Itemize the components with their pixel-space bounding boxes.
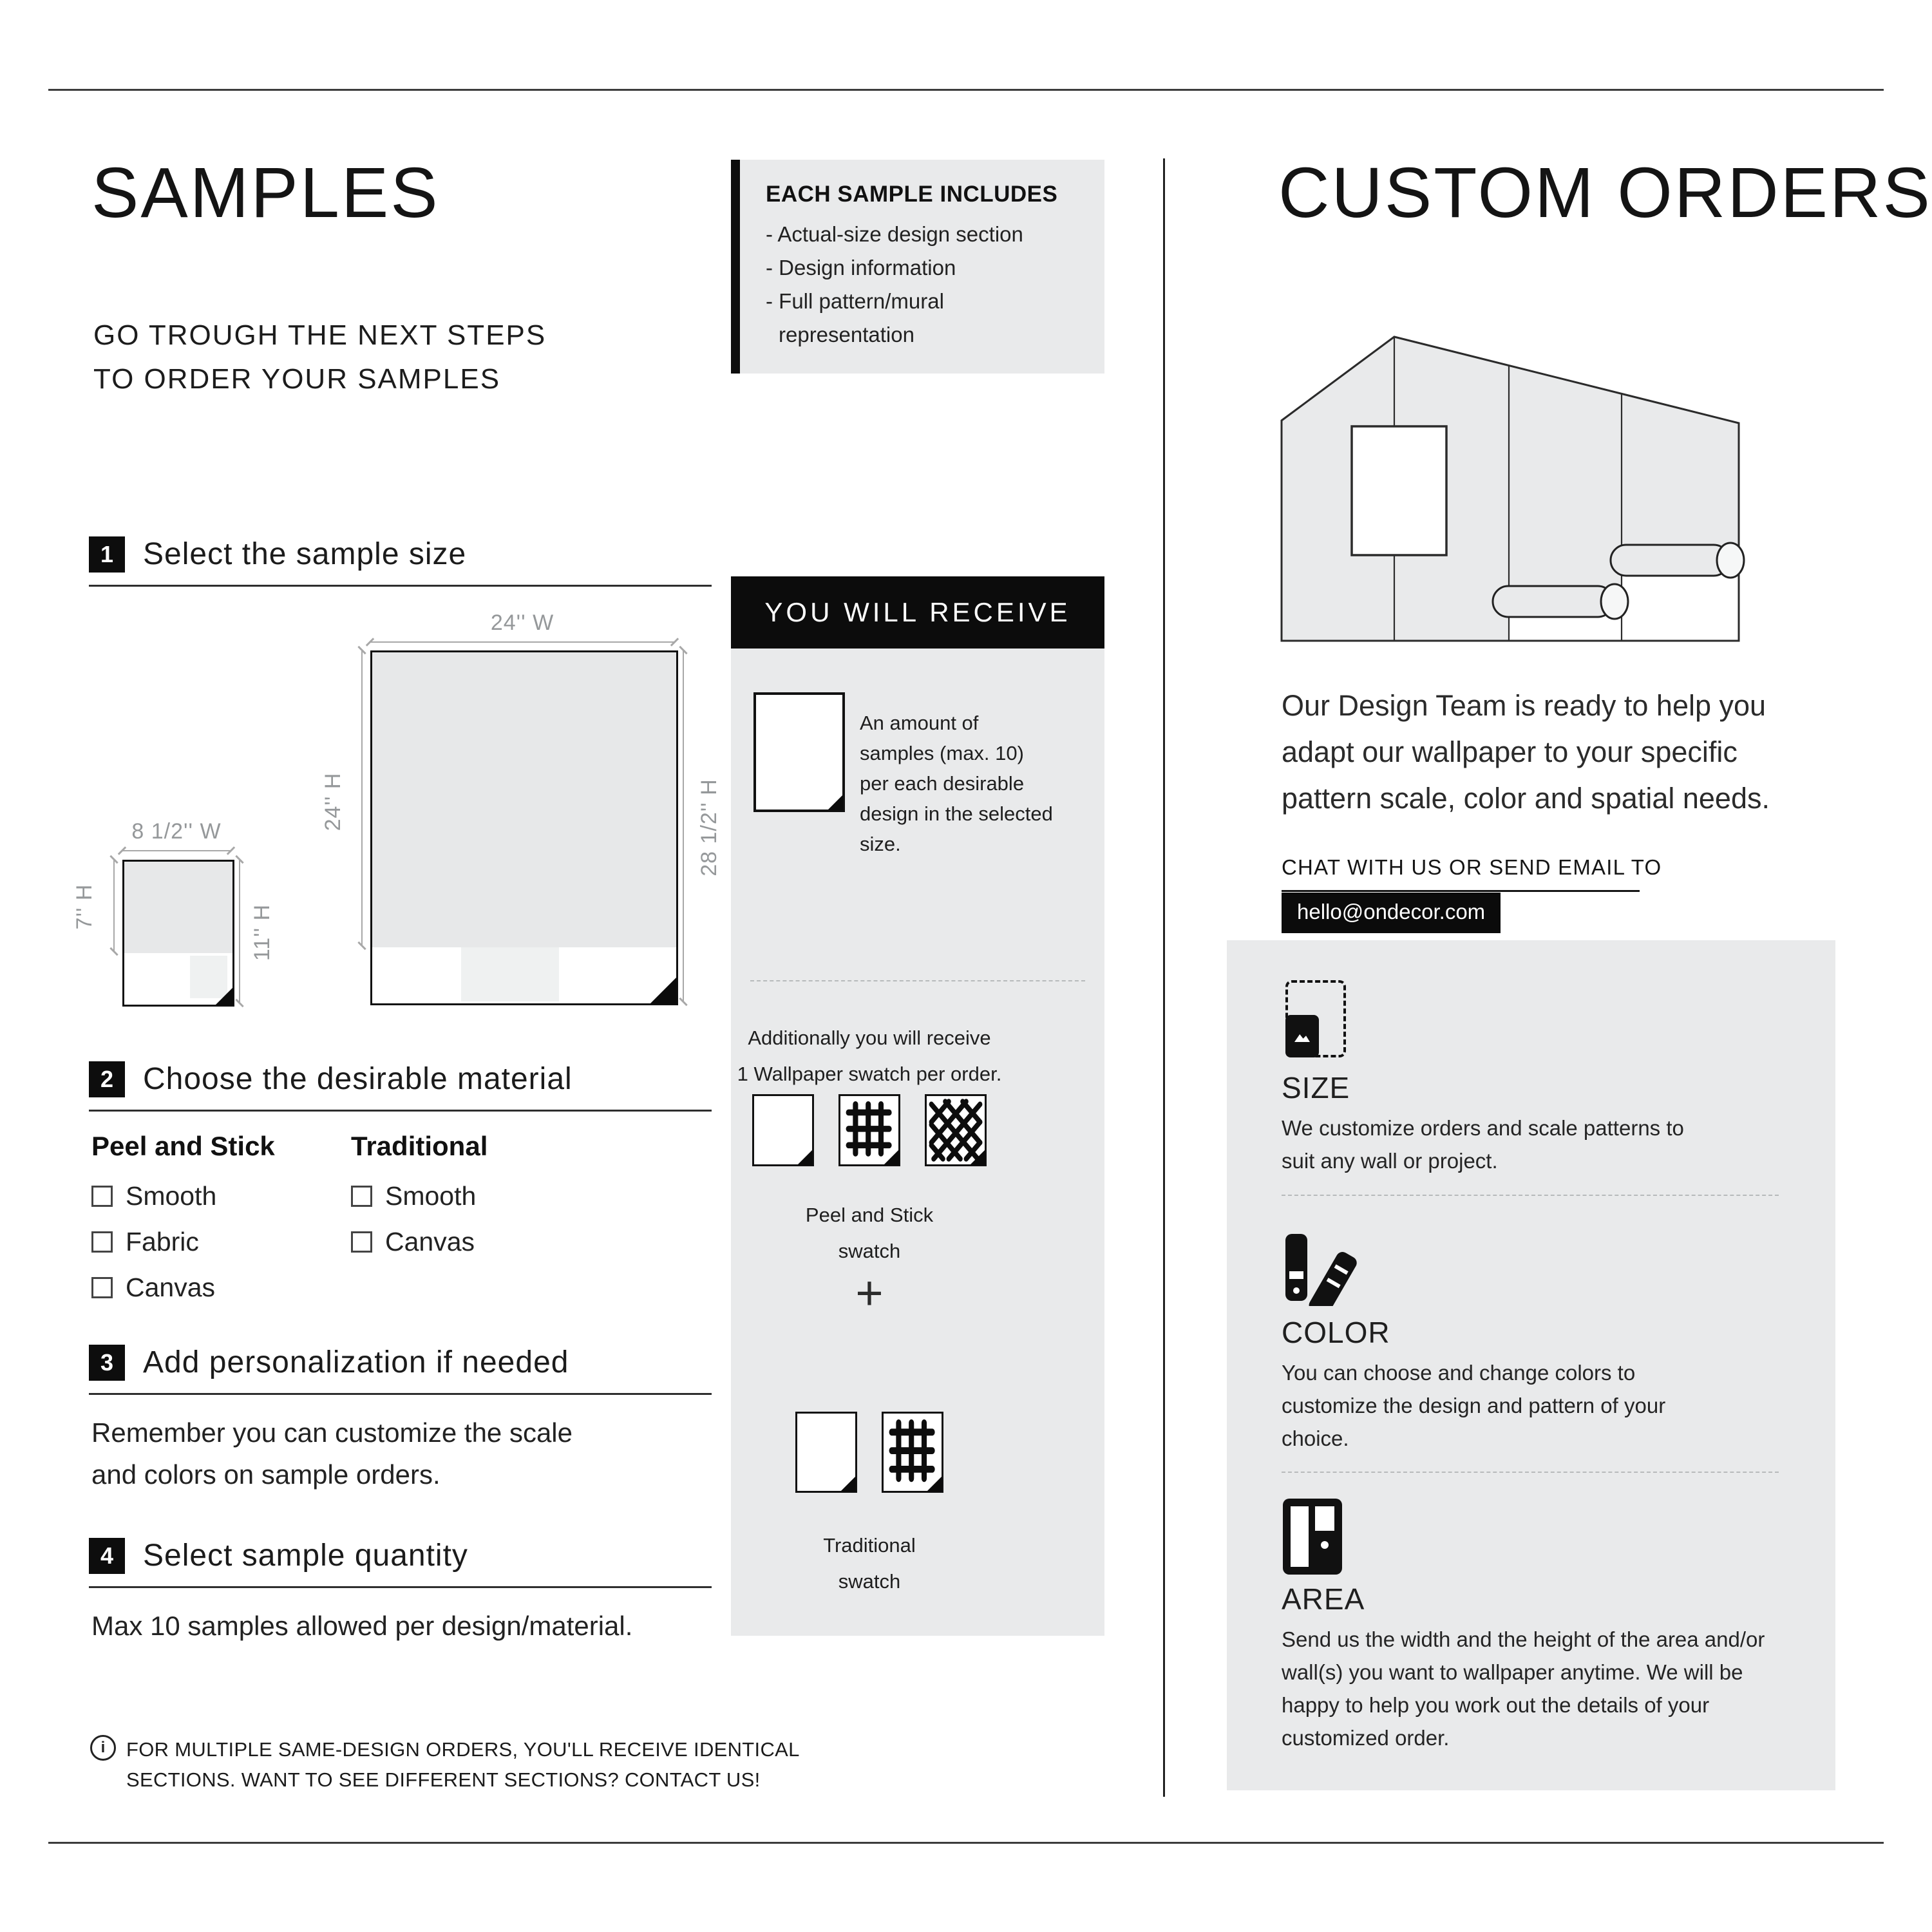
large-sample-left-dimline: [361, 650, 363, 945]
sample-sheet-icon: [753, 692, 845, 812]
small-sample-section-block: [190, 956, 227, 998]
custom-orders-title: CUSTOM ORDERS: [1278, 153, 1932, 232]
swatch-crosshatch-icon: [925, 1094, 987, 1166]
step-4-note: Max 10 samples allowed per design/material.: [91, 1611, 633, 1641]
color-swatches-icon: [1282, 1229, 1359, 1306]
subtitle-line1: GO TROUGH THE NEXT STEPS: [93, 319, 547, 351]
feature-area-heading: AREA: [1282, 1582, 1365, 1616]
large-sample-width-dimline: [370, 641, 674, 643]
includes-item: - Actual-size design section: [766, 222, 1023, 246]
samples-subtitle: [93, 314, 546, 401]
step-3-underline: [89, 1393, 712, 1395]
large-sample-left-height-label: 24'' H: [321, 772, 345, 831]
checkbox-icon[interactable]: [351, 1186, 372, 1207]
large-sample-pattern-area: [372, 652, 676, 947]
footer-note-line2: SECTIONS. WANT TO SEE DIFFERENT SECTIONS? CONTACT US!: [126, 1768, 761, 1791]
small-sample-left-height-label: 7'' H: [72, 884, 97, 930]
contact-label: CHAT WITH US OR SEND EMAIL TO: [1282, 855, 1662, 879]
additional-line2: 1 Wallpaper swatch per order.: [737, 1062, 1002, 1085]
panel-dashed-separator: [750, 980, 1085, 981]
includes-item: - Full pattern/mural: [766, 289, 944, 314]
material-label: Smooth: [126, 1181, 217, 1211]
large-sample-width-label: 24'' W: [490, 611, 554, 635]
materials-traditional-column: [351, 1131, 488, 1273]
small-sample-left-dimline: [113, 860, 115, 951]
large-sample-right-height-label: 28 1/2'' H: [697, 779, 721, 876]
material-label: Fabric: [126, 1227, 199, 1256]
you-will-receive-banner: YOU WILL RECEIVE: [731, 576, 1104, 649]
peel-swatch-row: [731, 1094, 1008, 1166]
includes-item: - Design information: [766, 256, 956, 280]
window: [1352, 426, 1446, 555]
step-3-note: Remember you can customize the scale and colors on sample orders.: [91, 1417, 573, 1490]
traditional-swatch-row: [731, 1412, 1008, 1493]
step-4-badge: 4: [89, 1538, 125, 1574]
checkbox-icon[interactable]: [91, 1231, 113, 1253]
small-sample-width-label: 8 1/2'' W: [131, 819, 222, 844]
crop-image-icon: [1285, 980, 1346, 1057]
material-option-peel-canvas[interactable]: [91, 1273, 275, 1303]
step-1-underline: [89, 585, 712, 587]
samples-title: SAMPLES: [91, 153, 440, 232]
peel-and-stick-title: Peel and Stick: [91, 1131, 275, 1161]
subtitle-line2: TO ORDER YOUR SAMPLES: [93, 363, 501, 395]
email-chip[interactable]: hello@ondecor.com: [1282, 893, 1501, 933]
features-dashed-separator: [1282, 1195, 1779, 1196]
swatch-blank-icon: [752, 1094, 814, 1166]
step-3-label: Add personalization if needed: [143, 1345, 569, 1379]
traditional-title: Traditional: [351, 1131, 488, 1161]
column-divider: [1163, 158, 1165, 1797]
peel-swatch-label: Peel and Stick swatch: [805, 1204, 934, 1262]
materials-peel-column: [91, 1131, 275, 1318]
material-label: Canvas: [126, 1273, 216, 1302]
step-2-label: Choose the desirable material: [143, 1062, 573, 1096]
small-sample-right-dimline: [239, 860, 240, 1003]
step-3-badge: 3: [89, 1345, 125, 1381]
footer-note-line1: FOR MULTIPLE SAME-DESIGN ORDERS, YOU'LL RECEIVE IDENTICAL: [126, 1738, 800, 1761]
feature-size-heading: SIZE: [1282, 1071, 1350, 1104]
additional-swatch-text: [731, 1020, 1008, 1092]
small-sample-diagram: [122, 860, 234, 1007]
step-1-badge: 1: [89, 536, 125, 573]
material-label: Canvas: [385, 1227, 475, 1256]
material-label: Smooth: [385, 1181, 477, 1211]
feature-size-text: We customize orders and scale patterns to suit any wall or project.: [1282, 1116, 1684, 1173]
swatch-grid-icon: [838, 1094, 900, 1166]
swatch-grid-icon: [882, 1412, 943, 1493]
wallpaper-roll-upper: [1611, 543, 1744, 578]
large-sample-section-block: [461, 947, 559, 1001]
you-will-receive-panel: [731, 649, 1104, 1636]
swatch-blank-icon: [795, 1412, 857, 1493]
feature-color-heading: COLOR: [1282, 1316, 1390, 1349]
checkbox-icon[interactable]: [351, 1231, 372, 1253]
features-dashed-separator: [1282, 1472, 1779, 1473]
large-sample-right-dimline: [683, 650, 684, 1001]
house-wallpaper-illustration: [1278, 332, 1768, 654]
traditional-swatch-label: Traditional swatch: [823, 1534, 916, 1593]
wallpaper-roll-lower: [1493, 584, 1628, 619]
large-sample-diagram: [370, 650, 678, 1005]
each-sample-includes-box: [731, 160, 1104, 374]
material-option-peel-fabric[interactable]: [91, 1227, 275, 1257]
feature-area-text: Send us the width and the height of the area and/or wall(s) you want to wallpaper anytime. We will be happy to help you work out the details of your customized order.: [1282, 1627, 1765, 1750]
contact-underline: [1282, 890, 1640, 892]
info-icon: i: [90, 1735, 116, 1761]
material-option-traditional-canvas[interactable]: [351, 1227, 488, 1257]
material-option-traditional-smooth[interactable]: [351, 1181, 488, 1211]
step-2-underline: [89, 1110, 712, 1112]
top-rule: [48, 89, 1884, 91]
step-1-label: Select the sample size: [143, 537, 467, 571]
custom-orders-intro: Our Design Team is ready to help you adapt our wallpaper to your specific pattern scale, color and spatial needs.: [1282, 689, 1770, 815]
step-4-label: Select sample quantity: [143, 1539, 468, 1573]
small-sample-right-height-label: 11'' H: [250, 904, 274, 961]
includes-item-continuation: representation: [779, 323, 914, 347]
small-sample-width-dimline: [122, 850, 231, 851]
footer-note: [126, 1735, 800, 1795]
feature-color-text: You can choose and change colors to customize the design and pattern of your choice.: [1282, 1361, 1666, 1451]
includes-title: EACH SAMPLE INCLUDES: [766, 182, 1058, 207]
checkbox-icon[interactable]: [91, 1277, 113, 1298]
small-sample-pattern-area: [124, 862, 232, 953]
additional-line1: Additionally you will receive: [748, 1027, 991, 1049]
door-icon: [1282, 1497, 1343, 1576]
samples-amount-text: An amount of samples (max. 10) per each desirable design in the selected size.: [860, 712, 1053, 856]
step-4-underline: [89, 1586, 712, 1588]
material-option-peel-smooth[interactable]: [91, 1181, 275, 1211]
plus-icon: +: [855, 1266, 884, 1320]
checkbox-icon[interactable]: [91, 1186, 113, 1207]
step-2-badge: 2: [89, 1061, 125, 1097]
bottom-rule: [48, 1842, 1884, 1844]
